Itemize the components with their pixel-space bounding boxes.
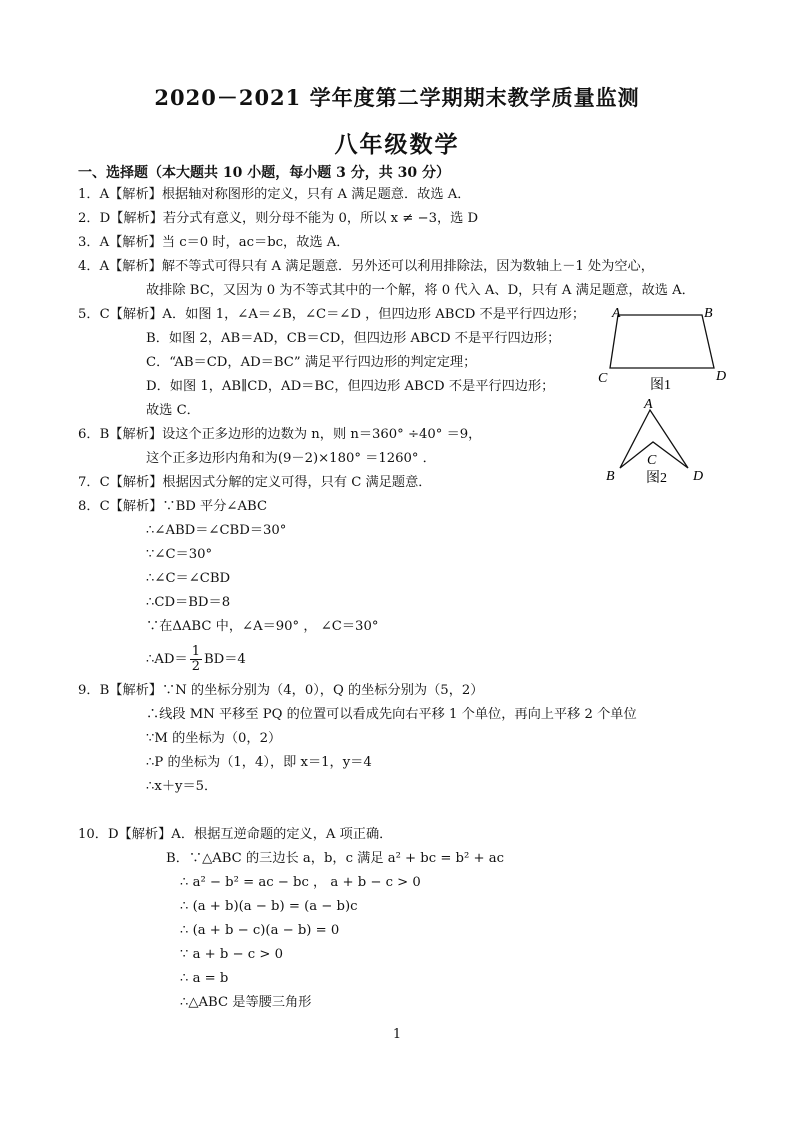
answer-5-line1: 5．C【解析】A．如图 1，∠A＝∠B，∠C＝∠D ，但四边形 ABCD 不是平行四边形； [78, 307, 586, 322]
fig1-label-d: D [716, 369, 727, 384]
answer-9-line5: ∴x＋y＝5． [146, 779, 218, 794]
answer-2: 2．D【解析】若分式有意义，则分母不能为 0，所以 x ≠ −3，选 D [78, 211, 479, 226]
answer-10-line5: ∴ (a + b − c)(a − b) = 0 [180, 923, 340, 938]
answer-10-line1: 10．D【解析】A．根据互逆命题的定义，A 项正确． [78, 827, 393, 842]
answer-5-line4: D．如图 1，AB∥CD，AD＝BC，但四边形 ABCD 不是平行四边形； [146, 379, 555, 394]
fig2-label-b: B [606, 469, 615, 484]
answer-10-line6: ∵ a + b − c > 0 [180, 947, 283, 962]
figure-1-trapezoid [596, 300, 736, 400]
section-heading: 一、选择题（本大题共 10 小题，每小题 3 分，共 30 分） [78, 165, 450, 181]
answer-8-line3: ∵∠C＝30° [146, 547, 213, 562]
answer-9-line4: ∴P 的坐标为（1，4），即 x＝1，y＝4 [146, 755, 372, 770]
fraction-one-half [190, 645, 202, 674]
fig2-label-a: A [644, 397, 653, 412]
answer-7: 7．C【解析】根据因式分解的定义可得，只有 C 满足题意． [78, 475, 432, 490]
answer-8-ad-suffix: BD＝4 [203, 652, 246, 667]
answer-8-line1: 8．C【解析】∵BD 平分∠ABC [78, 499, 268, 514]
answer-10-line3: ∴ a² − b² = ac − bc ， a + b − c > 0 [180, 875, 421, 890]
answer-8-line2: ∴∠ABD＝∠CBD＝30° [146, 523, 287, 538]
answer-9-line1: 9．B【解析】∵N 的坐标分别为（4，0），Q 的坐标分别为（5，2） [78, 683, 484, 698]
answer-5-line5: 故选 C． [146, 403, 200, 418]
fig1-label-b: B [704, 306, 713, 321]
answer-6-line2: 这个正多边形内角和为(9－2)×180° ＝1260° ． [146, 451, 436, 466]
answer-8-line5: ∴CD＝BD＝8 [146, 595, 231, 610]
fig1-caption: 图1 [650, 378, 671, 393]
answer-10-line7: ∴ a = b [180, 971, 229, 986]
answer-10-line4: ∴ (a + b)(a − b) = (a − b)c [180, 899, 358, 914]
fig2-label-d: D [693, 469, 704, 484]
fig1-label-c: C [598, 371, 608, 386]
document-title: 2020－2021 学年度第二学期期末教学质量监测 [154, 85, 640, 110]
answer-5-line3: C．“AB＝CD，AD＝BC” 满足平行四边形的判定定理； [146, 355, 477, 370]
answer-9-line3: ∵M 的坐标为（0，2） [146, 731, 282, 746]
answer-8-ad-prefix: ∴AD＝ [146, 652, 188, 667]
fraction-denominator: 2 [191, 659, 200, 674]
answer-4-line1: 4．A【解析】解不等式可得只有 A 满足题意．另外还可以利用排除法，因为数轴上－1 处为空心， [78, 259, 654, 274]
answer-4-line2: 故排除 BC，又因为 0 为不等式其中的一个解，将 0 代入 A、D，只有 A 满足题意，故选 A． [146, 283, 695, 298]
answer-1: 1．A【解析】根据轴对称图形的定义，只有 A 满足题意．故选 A． [78, 187, 471, 202]
answer-8-line7 [146, 645, 246, 674]
figure-2-kite [600, 396, 720, 491]
fig2-label-c: C [647, 453, 657, 468]
subject-title: 八年级数学 [334, 131, 460, 158]
answer-8-line4: ∴∠C＝∠CBD [146, 571, 231, 586]
answer-10-line8: ∴△ABC 是等腰三角形 [180, 995, 312, 1010]
answer-9-line2: ∴线段 MN 平移至 PQ 的位置可以看成先向右平移 1 个单位，再向上平移 2 个单位 [146, 707, 637, 722]
answer-3: 3．A【解析】当 c＝0 时，ac＝bc，故选 A． [78, 235, 350, 250]
answer-10-line2: B．∵△ABC 的三边长 a，b，c 满足 a² + bc = b² + ac [166, 851, 504, 866]
fig2-caption: 图2 [646, 471, 667, 486]
page-number: 1 [392, 1027, 402, 1042]
answer-6-line1: 6．B【解析】设这个正多边形的边数为 n，则 n＝360° ÷40° ＝9， [78, 427, 482, 442]
answer-8-line6: ∵在ΔABC 中，∠A＝90° ， ∠C＝30° [146, 619, 379, 634]
fig1-label-a: A [612, 306, 621, 321]
answer-5-line2: B．如图 2，AB＝AD，CB＝CD，但四边形 ABCD 不是平行四边形； [146, 331, 561, 346]
fraction-numerator: 1 [191, 644, 200, 659]
